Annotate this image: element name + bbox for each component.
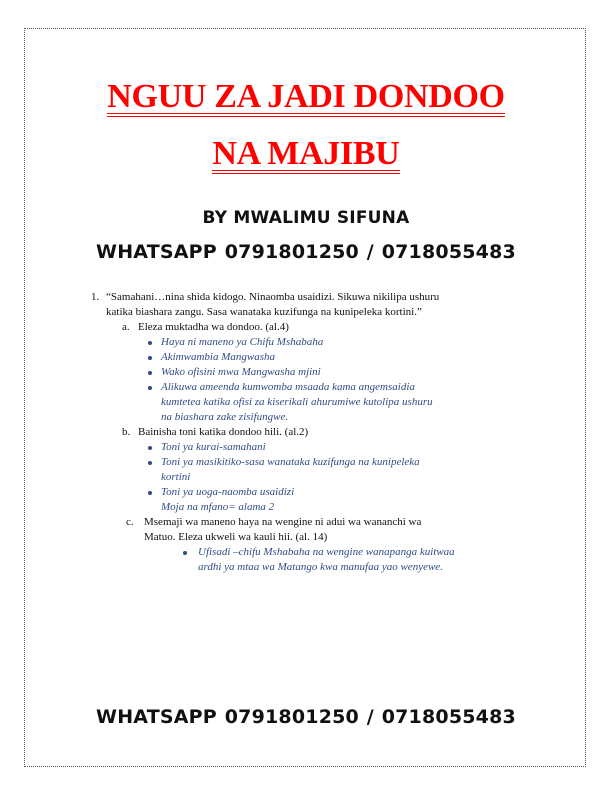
answer-item: Wako ofisini mwa Mangwasha mjini <box>161 366 321 378</box>
answer-item: Alikuwa ameenda kumwomba msaada kama angemsaidia <box>161 381 415 393</box>
part-prompt-a: Eleza muktadha wa dondoo. (al.4) <box>138 321 289 333</box>
bullet-icon <box>148 341 152 345</box>
bullet-icon <box>148 356 152 360</box>
part-prompt-b: Bainisha toni katika dondoo hili. (al.2) <box>138 426 309 438</box>
marking-note: Moja na mfano= alama 2 <box>161 501 275 513</box>
answer-item: Toni ya masikitiko-sasa wanataka kuzifunga na kunipeleka <box>161 456 420 468</box>
bullet-icon <box>148 371 152 375</box>
answer-item-continued: ardhi ya mtaa wa Matango kwa manufaa yao wenyewe. <box>198 561 443 573</box>
whatsapp-contact-header: WHATSAPP 0791801250 / 0718055483 <box>96 241 516 263</box>
answer-item-continued: kortini <box>161 471 191 483</box>
bullet-icon <box>183 551 187 555</box>
answer-item: Akimwambia Mangwasha <box>161 351 275 363</box>
whatsapp-contact-footer: WHATSAPP 0791801250 / 0718055483 <box>96 706 516 728</box>
question-quote-line2: katika biashara zangu. Sasa wanataka kuzifunga na kunipeleka kortini.” <box>106 305 422 318</box>
answer-item: Haya ni maneno ya Chifu Mshabaha <box>161 336 324 348</box>
part-letter-a: a. <box>122 321 130 333</box>
bullet-icon <box>148 386 152 390</box>
bullet-icon <box>148 446 152 450</box>
answer-item-continued: na biashara zake zisifungwe. <box>161 411 289 423</box>
bullet-icon <box>148 461 152 465</box>
document-title-line1: NGUU ZA JADI DONDOO <box>107 78 505 115</box>
bullet-icon <box>148 491 152 495</box>
answer-item: Toni ya uoga-naomba usaidizi <box>161 486 295 498</box>
part-prompt-c-line2: Matuo. Eleza ukweli wa kauli hii. (al. 14) <box>144 531 328 543</box>
part-prompt-c-line1: Msemaji wa maneno haya na wengine ni adui wa wananchi wa <box>144 516 422 528</box>
author-heading: BY MWALIMU SIFUNA <box>202 208 410 228</box>
part-letter-c: c. <box>126 516 134 528</box>
part-letter-b: b. <box>122 426 131 438</box>
answer-item: Toni ya kurai-samahani <box>161 441 266 453</box>
answer-item: Ufisadi –chifu Mshabaha na wengine wanapanga kuitwaa <box>198 546 455 558</box>
document-title-line2: NA MAJIBU <box>212 135 400 172</box>
question-quote-line1: “Samahani…nina shida kidogo. Ninaomba usaidizi. Sikuwa nikilipa ushuru <box>106 291 440 303</box>
answer-item-continued: kumtetea katika ofisi za kiserikali ahurumiwe kutolipa ushuru <box>161 396 433 408</box>
question-number: 1. <box>91 291 100 303</box>
